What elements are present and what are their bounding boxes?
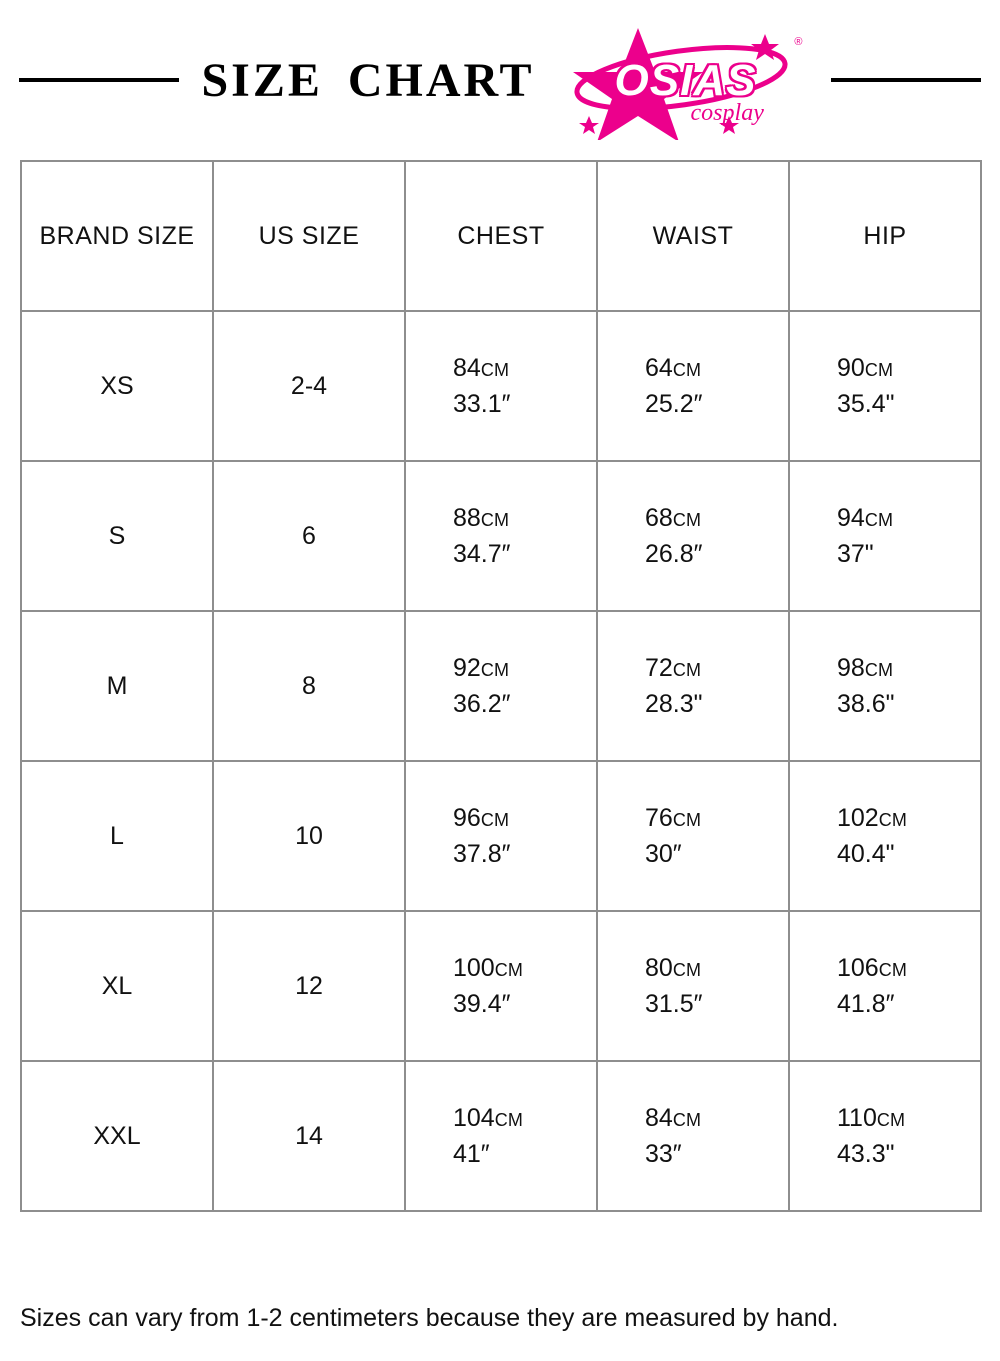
cell-hip: 110CM 43.3" xyxy=(789,1061,981,1211)
column-header-us-size: US SIZE xyxy=(213,161,405,311)
page-title: SIZE CHART xyxy=(201,53,535,107)
cell-chest: 88CM 34.7″ xyxy=(405,461,597,611)
cell-us-size: 8 xyxy=(213,611,405,761)
cell-brand-size: M xyxy=(21,611,213,761)
cell-us-size: 12 xyxy=(213,911,405,1061)
column-header-brand-size: BRAND SIZE xyxy=(21,161,213,311)
table-row xyxy=(21,311,981,461)
table-header-row xyxy=(21,161,981,311)
size-chart-section xyxy=(0,160,1000,1212)
cell-brand-size: S xyxy=(21,461,213,611)
brand-logo xyxy=(563,20,813,140)
column-header-chest: CHEST xyxy=(405,161,597,311)
cell-us-size: 6 xyxy=(213,461,405,611)
cell-us-size: 2-4 xyxy=(213,311,405,461)
table-row xyxy=(21,611,981,761)
cell-waist: 76CM 30″ xyxy=(597,761,789,911)
table-row xyxy=(21,1061,981,1211)
footer-note: Sizes can vary from 1-2 centimeters because they are measured by hand. xyxy=(20,1304,839,1332)
cell-waist: 68CM 26.8″ xyxy=(597,461,789,611)
cell-hip: 98CM 38.6" xyxy=(789,611,981,761)
cell-us-size: 14 xyxy=(213,1061,405,1211)
column-header-waist: WAIST xyxy=(597,161,789,311)
cell-hip: 94CM 37" xyxy=(789,461,981,611)
cell-brand-size: XXL xyxy=(21,1061,213,1211)
cell-waist: 80CM 31.5″ xyxy=(597,911,789,1061)
cell-chest: 84CM 33.1″ xyxy=(405,311,597,461)
table-row xyxy=(21,761,981,911)
size-chart-table xyxy=(20,160,982,1212)
table-row xyxy=(21,461,981,611)
cell-chest: 92CM 36.2″ xyxy=(405,611,597,761)
cell-waist: 84CM 33″ xyxy=(597,1061,789,1211)
cell-brand-size: L xyxy=(21,761,213,911)
column-header-hip: HIP xyxy=(789,161,981,311)
registered-mark: ® xyxy=(794,36,803,48)
cell-us-size: 10 xyxy=(213,761,405,911)
header-rule-left xyxy=(19,78,179,82)
cell-chest: 96CM 37.8″ xyxy=(405,761,597,911)
cell-hip: 102CM 40.4" xyxy=(789,761,981,911)
page-header xyxy=(0,0,1000,160)
brand-name: OSIAS xyxy=(614,56,757,105)
brand-tagline: cosplay xyxy=(690,100,764,126)
cell-chest: 100CM 39.4″ xyxy=(405,911,597,1061)
cell-hip: 90CM 35.4" xyxy=(789,311,981,461)
cell-hip: 106CM 41.8″ xyxy=(789,911,981,1061)
cell-waist: 64CM 25.2″ xyxy=(597,311,789,461)
header-rule-right xyxy=(831,78,981,82)
cell-waist: 72CM 28.3" xyxy=(597,611,789,761)
cell-chest: 104CM 41″ xyxy=(405,1061,597,1211)
cell-brand-size: XL xyxy=(21,911,213,1061)
table-row xyxy=(21,911,981,1061)
cell-brand-size: XS xyxy=(21,311,213,461)
